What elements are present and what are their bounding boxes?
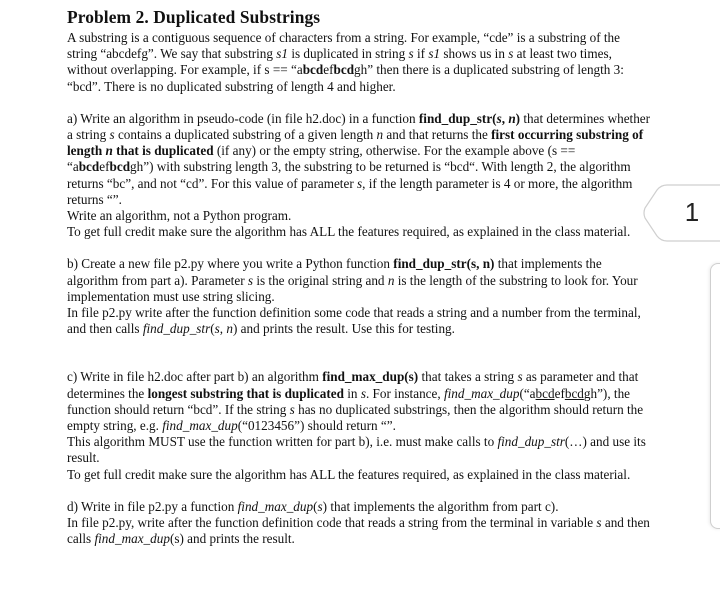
part-a-paragraph: a) Write an algorithm in pseudo-code (in file h2.doc) in a function find_dup_str(s, n) that determines whether a string s contains a duplicated substring of a given length n and that returns the first occurring substring of length n that is duplicated (if any) or the empty string, otherwise. For the example above (s == “abcdefbcdgh”) with substring length 3, the substring to be returned is “bcd“. With length 2, the algorithm returns “bc”, and not “cd”. For this value of parameter s, if the length parameter is 4 or more, the algorithm returns “”. (67, 110, 651, 207)
part-c-paragraph: c) Write in file h2.doc after part b) an algorithm find_max_dup(s) that takes a string s as parameter and that determines the longest substring that is duplicated in s. For instance, find_max_dup(“abcdefbcdgh”), the function should return “bcd”. If the string s has no duplicated substrings, then the algorithm should return the empty string, e.g. find_max_dup(“0123456”) should return “”. (67, 369, 644, 434)
part-a-line-2: Write an algorithm, not a Python program. (67, 208, 292, 224)
part-a-emphasis: first occurring substring of length n that is duplicated (67, 127, 644, 159)
page-number-label: 1 (684, 197, 700, 227)
part-a-line-3: To get full credit make sure the algorithm has ALL the features required, as explained in the class material. (67, 224, 631, 240)
document-page (67, 6, 651, 547)
part-b-paragraph: b) Create a new file p2.py where you write a Python function find_dup_str(s, n) that implements the algorithm from part a). Parameter s is the original string and n is the length of the substring to look for. Your implementation must use string slicing. (67, 256, 638, 304)
part-d-paragraph: d) Write in file p2.py a function find_max_dup(s) that implements the algorithm from part c). (67, 498, 559, 514)
problem-title: Problem 2. Duplicated Substrings (67, 7, 321, 27)
part-c-line-3: To get full credit make sure the algorithm has ALL the features required, as explained in the class material. (67, 466, 631, 482)
part-a-function-name: find_dup_str(s, n) (418, 110, 521, 126)
intro-paragraph: A substring is a contiguous sequence of characters from a string. For example, “cde” is a substring of the string “abcdefg”. We say that substring s1 is duplicated in string s if s1 shows us in s at least two times, without overlapping. For example, if s == “abcdefbcdgh” then there is a duplicated substring of length 3: “bcd”. There is no duplicated substring of length 4 and higher. (67, 30, 624, 94)
side-panel-tab[interactable] (710, 263, 720, 529)
part-d-line-2: In file p2.py, write after the function definition code that reads a string from the terminal in variable s and then calls find_max_dup(s) and prints the result. (67, 515, 650, 547)
part-b-line-2: In file p2.py write after the function definition some code that reads a string and a number from the terminal, and then calls find_dup_str(s, n) and prints the result. Use this for testing. (67, 305, 641, 337)
page-number-badge[interactable] (643, 184, 720, 242)
part-c-line-2: This algorithm MUST use the function written for part b), i.e. must make calls to find_dup_str(…) and use its result. (67, 434, 646, 466)
